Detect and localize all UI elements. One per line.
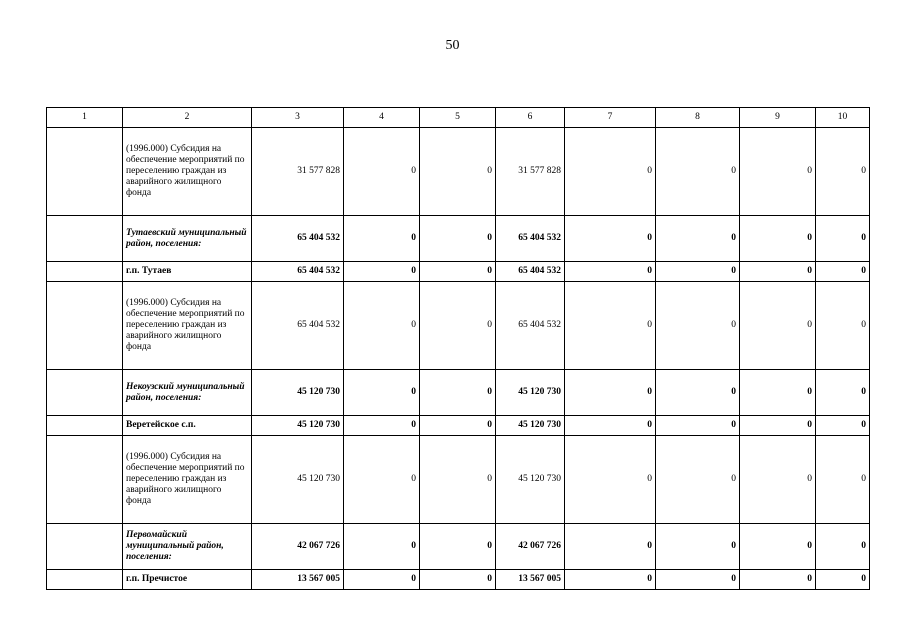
cell-col7: 0	[565, 262, 656, 282]
cell-col6: 65 404 532	[496, 216, 565, 262]
cell-col1	[47, 524, 123, 570]
cell-col6: 42 067 726	[496, 524, 565, 570]
table-row	[47, 436, 870, 524]
cell-col10: 0	[816, 216, 870, 262]
cell-col3: 65 404 532	[252, 216, 344, 262]
cell-col4: 0	[344, 216, 420, 262]
table-row	[47, 216, 870, 262]
cell-col9: 0	[740, 570, 816, 590]
cell-col1	[47, 216, 123, 262]
cell-col8: 0	[656, 416, 740, 436]
cell-col10: 0	[816, 282, 870, 370]
cell-col9: 0	[740, 524, 816, 570]
cell-col10: 0	[816, 570, 870, 590]
cell-col3: 42 067 726	[252, 524, 344, 570]
cell-col5: 0	[420, 570, 496, 590]
cell-col9: 0	[740, 416, 816, 436]
cell-col5: 0	[420, 524, 496, 570]
cell-col4: 0	[344, 436, 420, 524]
cell-col10: 0	[816, 370, 870, 416]
cell-col6: 13 567 005	[496, 570, 565, 590]
cell-col5: 0	[420, 216, 496, 262]
col-header-5: 5	[420, 108, 496, 128]
table-row	[47, 128, 870, 216]
cell-col3: 13 567 005	[252, 570, 344, 590]
col-header-4: 4	[344, 108, 420, 128]
cell-col10: 0	[816, 262, 870, 282]
cell-col7: 0	[565, 524, 656, 570]
col-header-7: 7	[565, 108, 656, 128]
cell-col5: 0	[420, 262, 496, 282]
cell-col4: 0	[344, 524, 420, 570]
header-row	[47, 108, 870, 128]
cell-name: (1996.000) Субсидия на обеспечение мероприятий по переселению граждан из аварийного жилищного фонда	[123, 282, 252, 370]
cell-col3: 45 120 730	[252, 370, 344, 416]
cell-col8: 0	[656, 128, 740, 216]
cell-col4: 0	[344, 128, 420, 216]
cell-col5: 0	[420, 370, 496, 416]
cell-col1	[47, 128, 123, 216]
cell-col6: 65 404 532	[496, 262, 565, 282]
cell-col9: 0	[740, 128, 816, 216]
cell-col5: 0	[420, 416, 496, 436]
cell-col8: 0	[656, 262, 740, 282]
col-header-2: 2	[123, 108, 252, 128]
col-header-6: 6	[496, 108, 565, 128]
col-header-1: 1	[47, 108, 123, 128]
cell-col9: 0	[740, 262, 816, 282]
cell-name: Первомайский муниципальный район, поселения:	[123, 524, 252, 570]
cell-col4: 0	[344, 282, 420, 370]
page-number: 50	[445, 38, 460, 53]
cell-col10: 0	[816, 524, 870, 570]
cell-col4: 0	[344, 262, 420, 282]
cell-col10: 0	[816, 128, 870, 216]
cell-col6: 31 577 828	[496, 128, 565, 216]
cell-col8: 0	[656, 436, 740, 524]
cell-col7: 0	[565, 370, 656, 416]
col-header-10: 10	[816, 108, 870, 128]
cell-name: Тутаевский муниципальный район, поселения:	[123, 216, 252, 262]
cell-col6: 65 404 532	[496, 282, 565, 370]
cell-col4: 0	[344, 370, 420, 416]
cell-name: Веретейское с.п.	[123, 416, 252, 436]
table-row	[47, 282, 870, 370]
cell-col9: 0	[740, 436, 816, 524]
cell-col8: 0	[656, 570, 740, 590]
cell-col6: 45 120 730	[496, 370, 565, 416]
cell-col9: 0	[740, 216, 816, 262]
cell-col8: 0	[656, 524, 740, 570]
cell-col1	[47, 416, 123, 436]
cell-name: г.п. Тутаев	[123, 262, 252, 282]
table-row	[47, 570, 870, 590]
cell-col7: 0	[565, 282, 656, 370]
cell-col9: 0	[740, 282, 816, 370]
cell-col3: 65 404 532	[252, 262, 344, 282]
cell-col4: 0	[344, 416, 420, 436]
table-body	[47, 128, 870, 590]
cell-col8: 0	[656, 282, 740, 370]
cell-col7: 0	[565, 570, 656, 590]
col-header-8: 8	[656, 108, 740, 128]
cell-col6: 45 120 730	[496, 436, 565, 524]
col-header-9: 9	[740, 108, 816, 128]
cell-name: г.п. Пречистое	[123, 570, 252, 590]
cell-col3: 31 577 828	[252, 128, 344, 216]
cell-col7: 0	[565, 216, 656, 262]
cell-col10: 0	[816, 436, 870, 524]
budget-table	[46, 107, 870, 590]
cell-col9: 0	[740, 370, 816, 416]
cell-col7: 0	[565, 416, 656, 436]
table-row	[47, 370, 870, 416]
cell-col4: 0	[344, 570, 420, 590]
cell-col1	[47, 282, 123, 370]
cell-col8: 0	[656, 216, 740, 262]
cell-col3: 45 120 730	[252, 436, 344, 524]
cell-col1	[47, 370, 123, 416]
cell-name: (1996.000) Субсидия на обеспечение мероприятий по переселению граждан из аварийного жилищного фонда	[123, 436, 252, 524]
cell-col8: 0	[656, 370, 740, 416]
cell-col7: 0	[565, 436, 656, 524]
cell-col5: 0	[420, 128, 496, 216]
cell-col3: 45 120 730	[252, 416, 344, 436]
cell-name: (1996.000) Субсидия на обеспечение мероприятий по переселению граждан из аварийного жилищного фонда	[123, 128, 252, 216]
cell-col1	[47, 262, 123, 282]
cell-col5: 0	[420, 282, 496, 370]
table-row	[47, 262, 870, 282]
cell-col5: 0	[420, 436, 496, 524]
cell-col3: 65 404 532	[252, 282, 344, 370]
cell-col7: 0	[565, 128, 656, 216]
cell-col1	[47, 570, 123, 590]
table-row	[47, 416, 870, 436]
cell-name: Некоузский муниципальный район, поселения:	[123, 370, 252, 416]
col-header-3: 3	[252, 108, 344, 128]
cell-col1	[47, 436, 123, 524]
table-row	[47, 524, 870, 570]
cell-col10: 0	[816, 416, 870, 436]
cell-col6: 45 120 730	[496, 416, 565, 436]
